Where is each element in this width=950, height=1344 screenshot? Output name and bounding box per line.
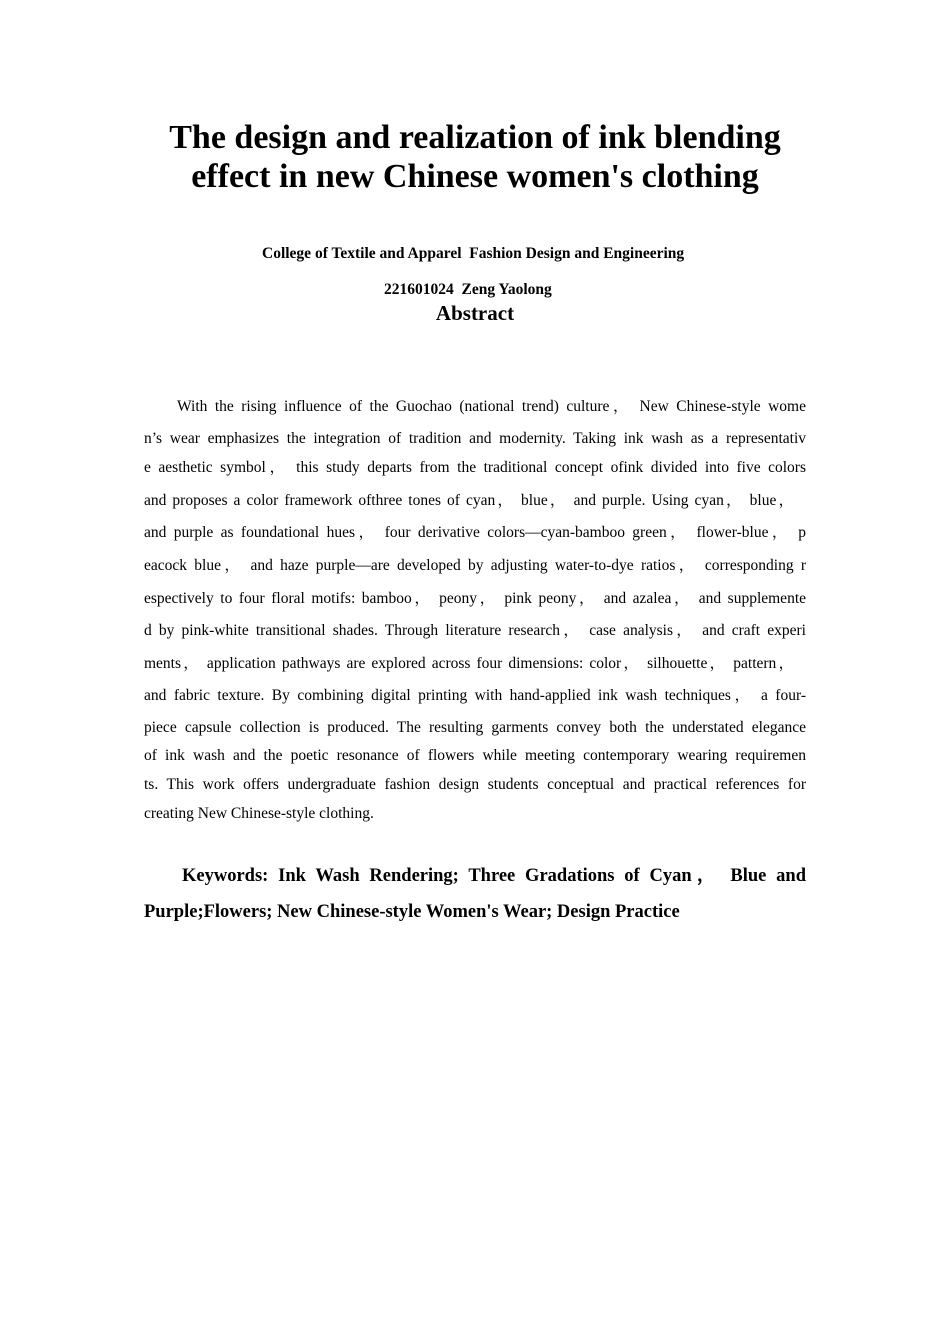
abstract-line: creating New Chinese-style clothing.	[144, 805, 374, 822]
abstract-line: espectively to four floral motifs: bamboo， peony， pink peony， and azalea， and supplemente	[144, 590, 806, 607]
document-title-line-1: The design and realization of ink blending	[169, 119, 781, 156]
abstract-line: n’s wear emphasizes the integration of tradition and modernity. Taking ink wash as a representativ	[144, 430, 806, 447]
abstract-line: piece capsule collection is produced. The resulting garments convey both the understated elegance	[144, 719, 806, 736]
abstract-heading: Abstract	[435, 301, 515, 325]
author-line: 221601024 Zeng Yaolong	[384, 281, 552, 298]
abstract-line: ts. This work offers undergraduate fashion design students conceptual and practical references for	[144, 776, 806, 793]
document-title-line-2: effect in new Chinese women's clothing	[191, 158, 759, 195]
keywords-line: Purple;Flowers; New Chinese-style Women's Wear; Design Practice	[144, 902, 680, 922]
abstract-line: and proposes a color framework ofthree tones of cyan， blue， and purple. Using cyan， blue，	[144, 492, 795, 509]
abstract-line: and fabric texture. By combining digital printing with hand-applied ink wash techniques， a four-	[144, 687, 806, 704]
abstract-line: of ink wash and the poetic resonance of flowers while meeting contemporary wearing requiremen	[144, 747, 806, 764]
abstract-line: and purple as foundational hues， four derivative colors—cyan-bamboo green， flower-blue， p	[144, 524, 806, 541]
affiliation: College of Textile and Apparel Fashion Design and Engineering	[262, 245, 685, 262]
abstract-line: eacock blue， and haze purple—are developed by adjusting water-to-dye ratios， corresponding r	[144, 557, 806, 574]
abstract-line: d by pink-white transitional shades. Through literature research， case analysis， and craft experi	[144, 622, 806, 639]
keywords-line: Keywords: Ink Wash Rendering; Three Gradations of Cyan， Blue and	[182, 866, 806, 886]
abstract-line: ments， application pathways are explored across four dimensions: color， silhouette， pattern，	[144, 655, 794, 672]
abstract-line: e aesthetic symbol， this study departs from the traditional concept ofink divided into five colors	[144, 459, 806, 476]
abstract-line: With the rising influence of the Guochao (national trend) culture， New Chinese-style wome	[177, 398, 806, 415]
